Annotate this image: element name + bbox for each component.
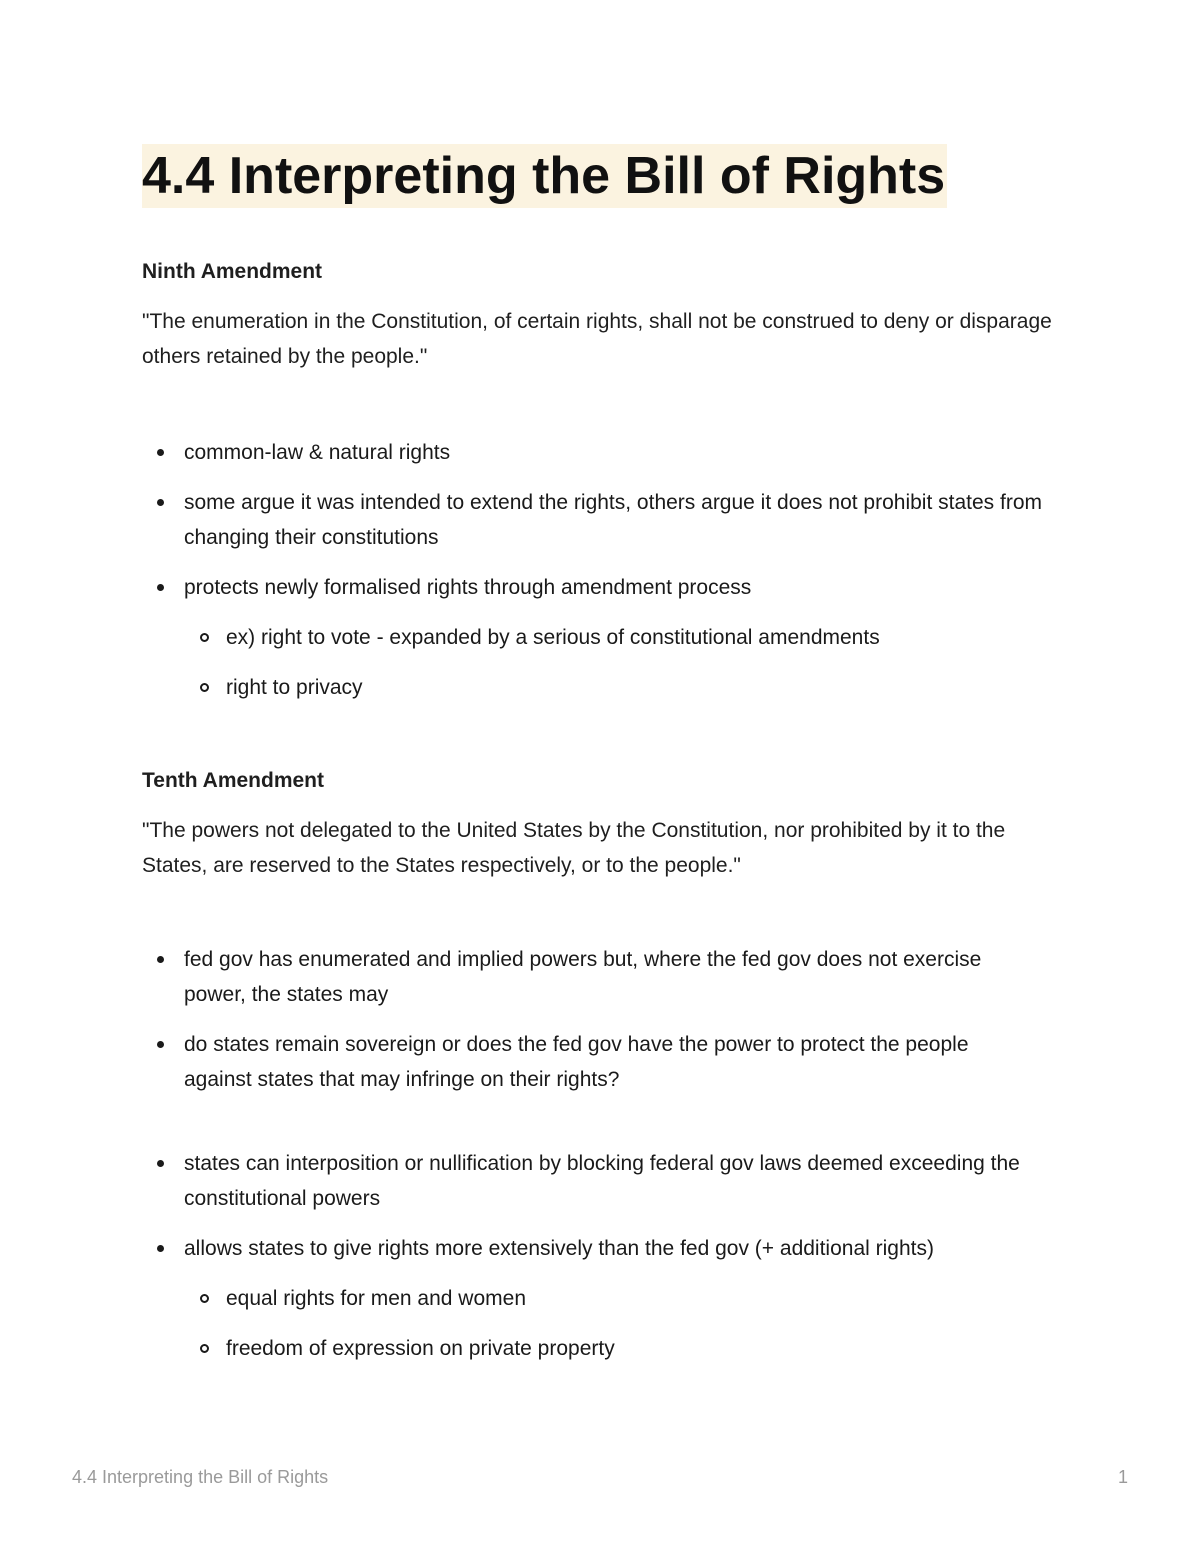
page-number: 1 [1117, 1467, 1128, 1487]
ninth-amendment-notes [142, 435, 1042, 720]
section-heading: Ninth Amendment [142, 260, 323, 283]
list-item: some argue it was intended to extend the rights, others argue it does not prohibit states from changing their constitutions [142, 485, 1042, 555]
tenth-amendment-notes [142, 942, 1042, 1381]
sub-list-item: ex) right to vote - expanded by a serious of constitutional amendments [142, 620, 1042, 655]
sub-list-item: right to privacy [142, 670, 1042, 705]
ninth-amendment-section [142, 258, 1072, 374]
list-item: allows states to give rights more extensively than the fed gov (+ additional rights) [142, 1231, 1042, 1266]
list-item: states can interposition or nullification by blocking federal gov laws deemed exceeding the constitutional powers [142, 1146, 1042, 1216]
amendment-quote: "The enumeration in the Constitution, of certain rights, shall not be construed to deny or disparage others retained by the people." [142, 310, 1052, 368]
list-item: common-law & natural rights [142, 435, 1042, 470]
section-heading: Tenth Amendment [142, 769, 324, 792]
list-item: do states remain sovereign or does the fed gov have the power to protect the people against states that may infringe on their rights? [142, 1027, 1042, 1097]
amendment-quote: "The powers not delegated to the United States by the Constitution, nor prohibited by it to the States, are reserved to the States respectively, or to the people." [142, 819, 1006, 877]
list-item: fed gov has enumerated and implied powers but, where the fed gov does not exercise power, the states may [142, 942, 1042, 1012]
sub-list-item: freedom of expression on private property [142, 1331, 1042, 1366]
list-item: protects newly formalised rights through amendment process [142, 570, 1042, 605]
footer-document-title: 4.4 Interpreting the Bill of Rights [72, 1467, 329, 1487]
tenth-amendment-section [142, 767, 1072, 883]
sub-list-item: equal rights for men and women [142, 1281, 1042, 1316]
page-title: 4.4 Interpreting the Bill of Rights [142, 144, 947, 208]
